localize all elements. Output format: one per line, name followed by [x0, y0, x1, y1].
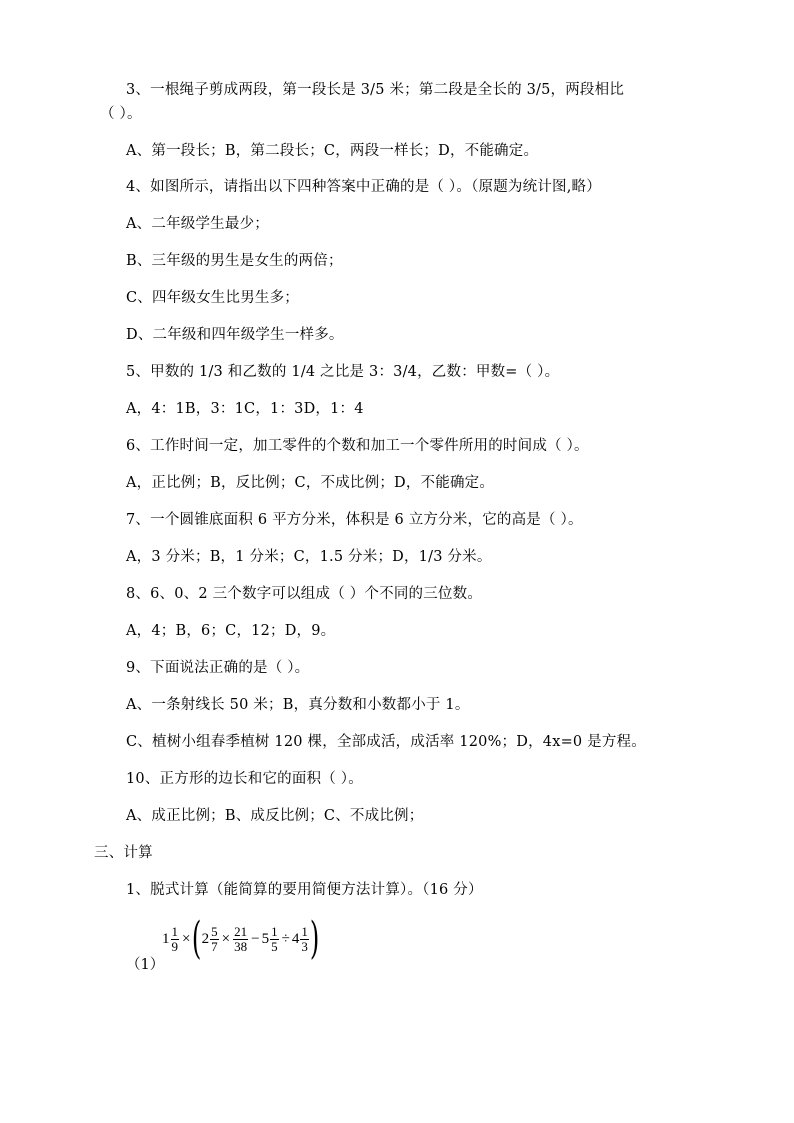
formula-term5-denominator: 3 [301, 938, 308, 954]
formula-times-2: × [221, 930, 231, 947]
question-9-options-cd: C、植树小组春季植树 120 棵，全部成活，成活率 120%；D，4x=0 是方程。 [126, 734, 646, 750]
question-4-option-d: D、二年级和四年级学生一样多。 [126, 327, 344, 343]
formula-term1-denominator: 9 [171, 938, 178, 954]
question-5: 5、甲数的 1/3 和乙数的 1/4 之比是 3：3/4，乙数：甲数=（ ）。 [126, 364, 560, 380]
question-8: 8、6、0、2 三个数字可以组成（ ）个不同的三位数。 [126, 586, 483, 602]
formula-divide: ÷ [281, 930, 290, 947]
question-5-options: A，4：1B，3：1C，1：3D，1：4 [126, 401, 364, 417]
question-10-options: A、成正比例；B、成反比例；C、不成比例； [126, 808, 424, 824]
formula-term5-numerator: 1 [301, 923, 308, 939]
question-4-option-a: A、二年级学生最少； [126, 216, 269, 232]
formula-term1-numerator: 1 [171, 923, 178, 939]
formula-term4-denominator: 5 [271, 938, 278, 954]
formula-term3-denominator: 38 [234, 938, 248, 954]
calculation-instruction: 1、脱式计算（能简算的要用简便方法计算）。（16 分） [126, 882, 483, 898]
question-4-option-c: C、四年级女生比男生多； [126, 290, 299, 306]
formula-term1-whole: 1 [162, 930, 170, 947]
math-formula [162, 914, 319, 964]
question-7-options: A，3 分米；B，1 分米；C，1.5 分米；D，1/3 分米。 [126, 549, 492, 565]
question-9: 9、下面说法正确的是（ ）。 [126, 660, 310, 676]
section-heading-calculation: 三、计算 [94, 845, 153, 861]
formula-left-paren: ( [192, 913, 202, 964]
formula-term4-whole: 5 [261, 930, 270, 947]
formula-term2-numerator: 5 [211, 923, 218, 939]
question-4: 4、如图所示，请指出以下四种答案中正确的是（ ）。（原题为统计图,略） [126, 179, 601, 195]
formula-term2-fraction [210, 925, 219, 954]
formula-term2-denominator: 7 [211, 938, 218, 954]
formula-right-paren: ) [309, 913, 320, 964]
formula-term1-fraction [171, 925, 180, 954]
formula-term4-numerator: 1 [271, 923, 278, 939]
question-3-blank: （ ）。 [100, 106, 142, 122]
formula-minus: − [251, 930, 260, 947]
question-4-option-b: B、三年级的男生是女生的两倍； [126, 253, 343, 269]
question-9-options-ab: A、一条射线长 50 米；B，真分数和小数都小于 1。 [126, 697, 470, 713]
question-8-options: A，4；B，6；C，12；D，9。 [126, 623, 336, 639]
formula-term5-whole: 4 [291, 930, 300, 947]
question-6-options: A，正比例；B，反比例；C，不成比例；D，不能确定。 [126, 475, 495, 491]
question-7: 7、一个圆锥底面积 6 平方分米，体积是 6 立方分米，它的高是（ ）。 [126, 512, 583, 528]
question-3-options: A、第一段长；B，第二段长；C，两段一样长；D，不能确定。 [126, 143, 539, 159]
formula-term4-fraction [270, 925, 279, 954]
formula-label: （1） [126, 957, 165, 973]
question-3: 3、一根绳子剪成两段，第一段长是 3/5 米；第二段是全长的 3/5，两段相比 [126, 82, 625, 98]
question-6: 6、工作时间一定，加工零件的个数和加工一个零件所用的时间成（ ）。 [126, 438, 589, 454]
formula-term3-numerator: 21 [234, 923, 248, 939]
formula-term3-fraction [233, 925, 248, 954]
formula-times-1: × [182, 930, 191, 947]
formula-term5-fraction [300, 925, 309, 954]
formula-term2-whole: 2 [201, 930, 210, 947]
question-10: 10、正方形的边长和它的面积（ ）。 [126, 771, 363, 787]
